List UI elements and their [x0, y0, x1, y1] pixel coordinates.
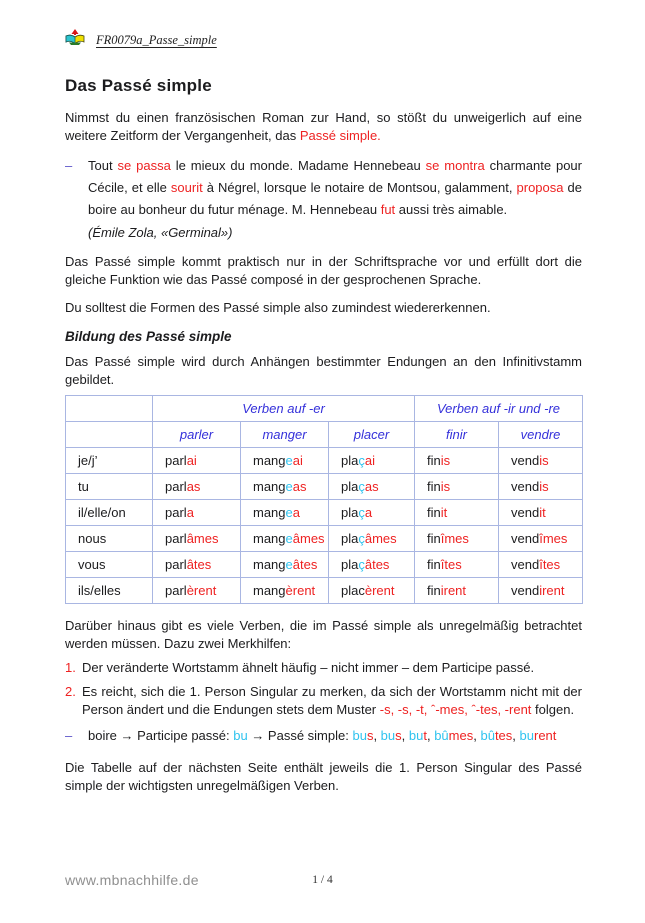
page-title: Das Passé simple — [65, 76, 212, 95]
conjugation-cell: finîtes — [415, 552, 499, 578]
conjugation-cell: vendis — [499, 474, 583, 500]
conjugation-cell: plaça — [329, 500, 415, 526]
quote-attribution: (Émile Zola, «Germinal») — [88, 225, 233, 240]
conjugation-cell: parlas — [153, 474, 241, 500]
conjugation-cell: plaçâtes — [329, 552, 415, 578]
pronoun-cell: je/j’ — [66, 448, 153, 474]
table-group-header-row — [66, 396, 583, 422]
footer-site-link[interactable]: www.mbnachhilfe.de — [65, 872, 199, 888]
boire-text: boire → Participe passé: bu → Passé simple: bus, bus, but, bûmes, bûtes, burent — [88, 728, 557, 743]
table-row — [66, 448, 583, 474]
boire-example-line — [65, 727, 582, 745]
table-row — [66, 552, 583, 578]
pronoun-cell: nous — [66, 526, 153, 552]
document-id: FR0079a_Passe_simple — [96, 32, 217, 47]
table-row — [66, 578, 583, 604]
conjugation-cell: finit — [415, 500, 499, 526]
quote-text: Tout se passa le mieux du monde. Madame Hennebeau se montra charmante pour Cécile, et elle sourit à Négrel, lorsque le notaire de Montsou, galamment, proposa de boire au bonheur du futur ménage. M. Hennebeau fut aussi très aimable. — [88, 158, 582, 217]
merkhilfe-text: Der veränderte Wortstamm ähnelt häufig – nicht immer – dem Participe passé. — [82, 660, 535, 675]
conjugation-table — [65, 395, 583, 604]
conjugation-cell: mangeas — [241, 474, 329, 500]
merkhilfe-item-1 — [65, 659, 582, 677]
verb-header-vendre: vendre — [499, 422, 583, 448]
conjugation-cell: finis — [415, 474, 499, 500]
verb-header-finir: finir — [415, 422, 499, 448]
paragraph-schriftsprache: Das Passé simple kommt praktisch nur in der Schriftsprache vor und erfüllt dort die gleiche Funktion wie das Passé composé in der gesprochenen Sprache. — [65, 254, 582, 287]
merkhilfe-number: 1. — [65, 660, 76, 675]
boire-dash: – — [65, 728, 73, 743]
conjugation-cell: vendîmes — [499, 526, 583, 552]
conjugation-cell: parla — [153, 500, 241, 526]
conjugation-cell: placèrent — [329, 578, 415, 604]
conjugation-cell: vendit — [499, 500, 583, 526]
group-header-ir-re: Verben auf -ir und -re — [415, 396, 583, 422]
pronoun-cell: vous — [66, 552, 153, 578]
conjugation-cell: mangeâtes — [241, 552, 329, 578]
conjugation-cell: mangea — [241, 500, 329, 526]
merkhilfe-text: Es reicht, sich die 1. Person Singular zu merken, da sich der Wortstamm nicht mit der Person ändert und die Endungen stets dem Muster -s, -s, -t, ˆ-mes, ˆ-tes, -rent folgen. — [82, 684, 582, 717]
conjugation-cell: vendîtes — [499, 552, 583, 578]
conjugation-cell: finis — [415, 448, 499, 474]
verb-header-manger: manger — [241, 422, 329, 448]
conjugation-cell: parlai — [153, 448, 241, 474]
paragraph-bildung: Das Passé simple wird durch Anhängen bestimmter Endungen an den Infinitivstamm gebildet. — [65, 354, 582, 387]
conjugation-cell: finirent — [415, 578, 499, 604]
conjugation-cell: plaças — [329, 474, 415, 500]
conjugation-cell: vendirent — [499, 578, 583, 604]
merkhilfe-item-2 — [65, 683, 582, 719]
book-logo-icon — [65, 29, 85, 51]
pronoun-cell: tu — [66, 474, 153, 500]
conjugation-cell: finîmes — [415, 526, 499, 552]
group-header-er: Verben auf -er — [153, 396, 415, 422]
table-row — [66, 474, 583, 500]
conjugation-cell: parlèrent — [153, 578, 241, 604]
merkhilfe-number: 2. — [65, 684, 76, 699]
intro-paragraph: Nimmst du einen französischen Roman zur Hand, so stößt du unweigerlich auf eine weitere Zeitform der Vergangenheit, das Passé simple. — [65, 110, 582, 143]
footer-page-number: 1 / 4 — [312, 874, 333, 886]
conjugation-cell: mangèrent — [241, 578, 329, 604]
verb-header-parler: parler — [153, 422, 241, 448]
table-corner-cell — [66, 396, 153, 422]
conjugation-cell: parlâmes — [153, 526, 241, 552]
conjugation-cell: plaçai — [329, 448, 415, 474]
paragraph-unregelmaessig: Darüber hinaus gibt es viele Verben, die im Passé simple als unregelmäßig betrachtet werden müssen. Dazu zwei Merkhilfen: — [65, 618, 582, 651]
pronoun-cell: ils/elles — [66, 578, 153, 604]
table-row — [66, 500, 583, 526]
section-heading-bildung: Bildung des Passé simple — [65, 329, 232, 344]
paragraph-tabelle-hinweis: Die Tabelle auf der nächsten Seite enthält jeweils die 1. Person Singular des Passé simple der wichtigsten unregelmäßigen Verben. — [65, 760, 582, 793]
quote-block — [65, 155, 582, 244]
paragraph-formen: Du solltest die Formen des Passé simple also zumindest wiedererkennen. — [65, 300, 491, 315]
conjugation-cell: plaçâmes — [329, 526, 415, 552]
quote-dash: – — [65, 158, 73, 173]
table-corner-cell — [66, 422, 153, 448]
pronoun-cell: il/elle/on — [66, 500, 153, 526]
conjugation-cell: parlâtes — [153, 552, 241, 578]
conjugation-cell: vendis — [499, 448, 583, 474]
table-row — [66, 526, 583, 552]
page-header — [65, 0, 645, 51]
conjugation-cell: mangeai — [241, 448, 329, 474]
verb-header-placer: placer — [329, 422, 415, 448]
table-verb-header-row — [66, 422, 583, 448]
page-footer — [0, 870, 645, 894]
conjugation-cell: mangeâmes — [241, 526, 329, 552]
